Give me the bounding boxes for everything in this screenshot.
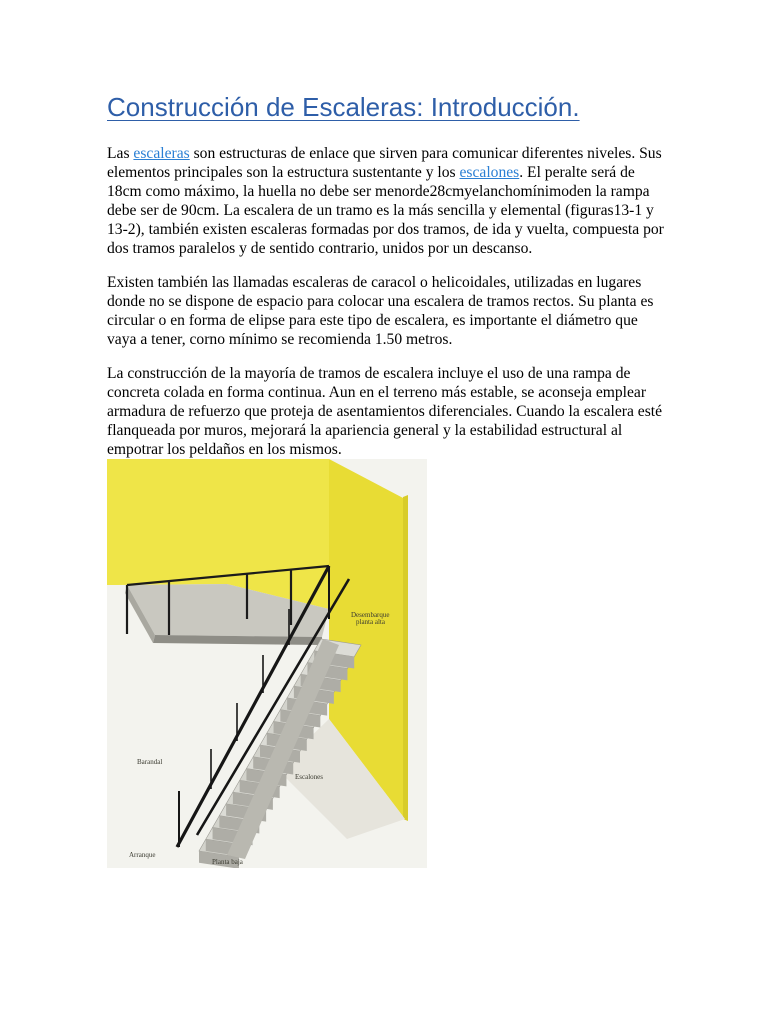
staircase-drawing xyxy=(107,459,427,868)
paragraph-intro-part2: son estructuras de enlace que sirven para comunicar diferentes niveles. Sus elementos principales son la estructura sustentante y los xyxy=(107,145,662,181)
paragraph-intro-part3: . El peralte será de 18cm como máximo, la huella no debe ser menorde28cmyelanchomínimoden la rampa debe ser de 90cm. La escalera de un tramo es la más sencilla y elemental (figuras13-1 y 13-2), también existen escaleras formadas por dos tramos, de ida y vuelta, compuesta por dos tramos paralelos y de sentido contrario, unidos por un descanso. xyxy=(107,164,664,257)
paragraph-intro xyxy=(107,144,667,258)
paragraph-construccion: La construcción de la mayoría de tramos de escalera incluye el uso de una rampa de concreta colada en forma continua. Aun en el terreno más estable, se aconseja emplear armadura de refuerzo que proteja de asentamientos diferenciales. Cuando la escalera esté flanqueada por muros, mejorará la apariencia general y la estabilidad estructural al empotrar los peldaños en los mismos. xyxy=(107,365,663,458)
label-upper-floor-2: planta alta xyxy=(356,618,385,626)
link-escalones[interactable]: escalones xyxy=(459,164,520,181)
label-ground-floor: Planta baja xyxy=(212,858,243,866)
paragraph-caracol: Existen también las llamadas escaleras de caracol o helicoidales, utilizadas en lugares donde no se dispone de espacio para colocar una escalera de tramos rectos. Su planta es circular o en forma de elipse para este tipo de escalera, es importante el diámetro que vaya a tener, corno mínimo se recomienda 1.50 metros. xyxy=(107,274,654,348)
page-title[interactable]: Construcción de Escaleras: Introducción. xyxy=(107,92,580,122)
label-steps: Escalones xyxy=(295,773,323,781)
label-handrail: Barandal xyxy=(137,758,163,766)
paragraph-intro-part1: Las xyxy=(107,145,134,162)
staircase-illustration xyxy=(107,459,427,868)
wall-edge xyxy=(403,495,408,821)
label-upper-floor-1: Desembarque xyxy=(351,611,390,619)
link-escaleras[interactable]: escaleras xyxy=(133,145,190,162)
document-body xyxy=(107,90,667,474)
label-start: Arranque xyxy=(129,851,156,859)
